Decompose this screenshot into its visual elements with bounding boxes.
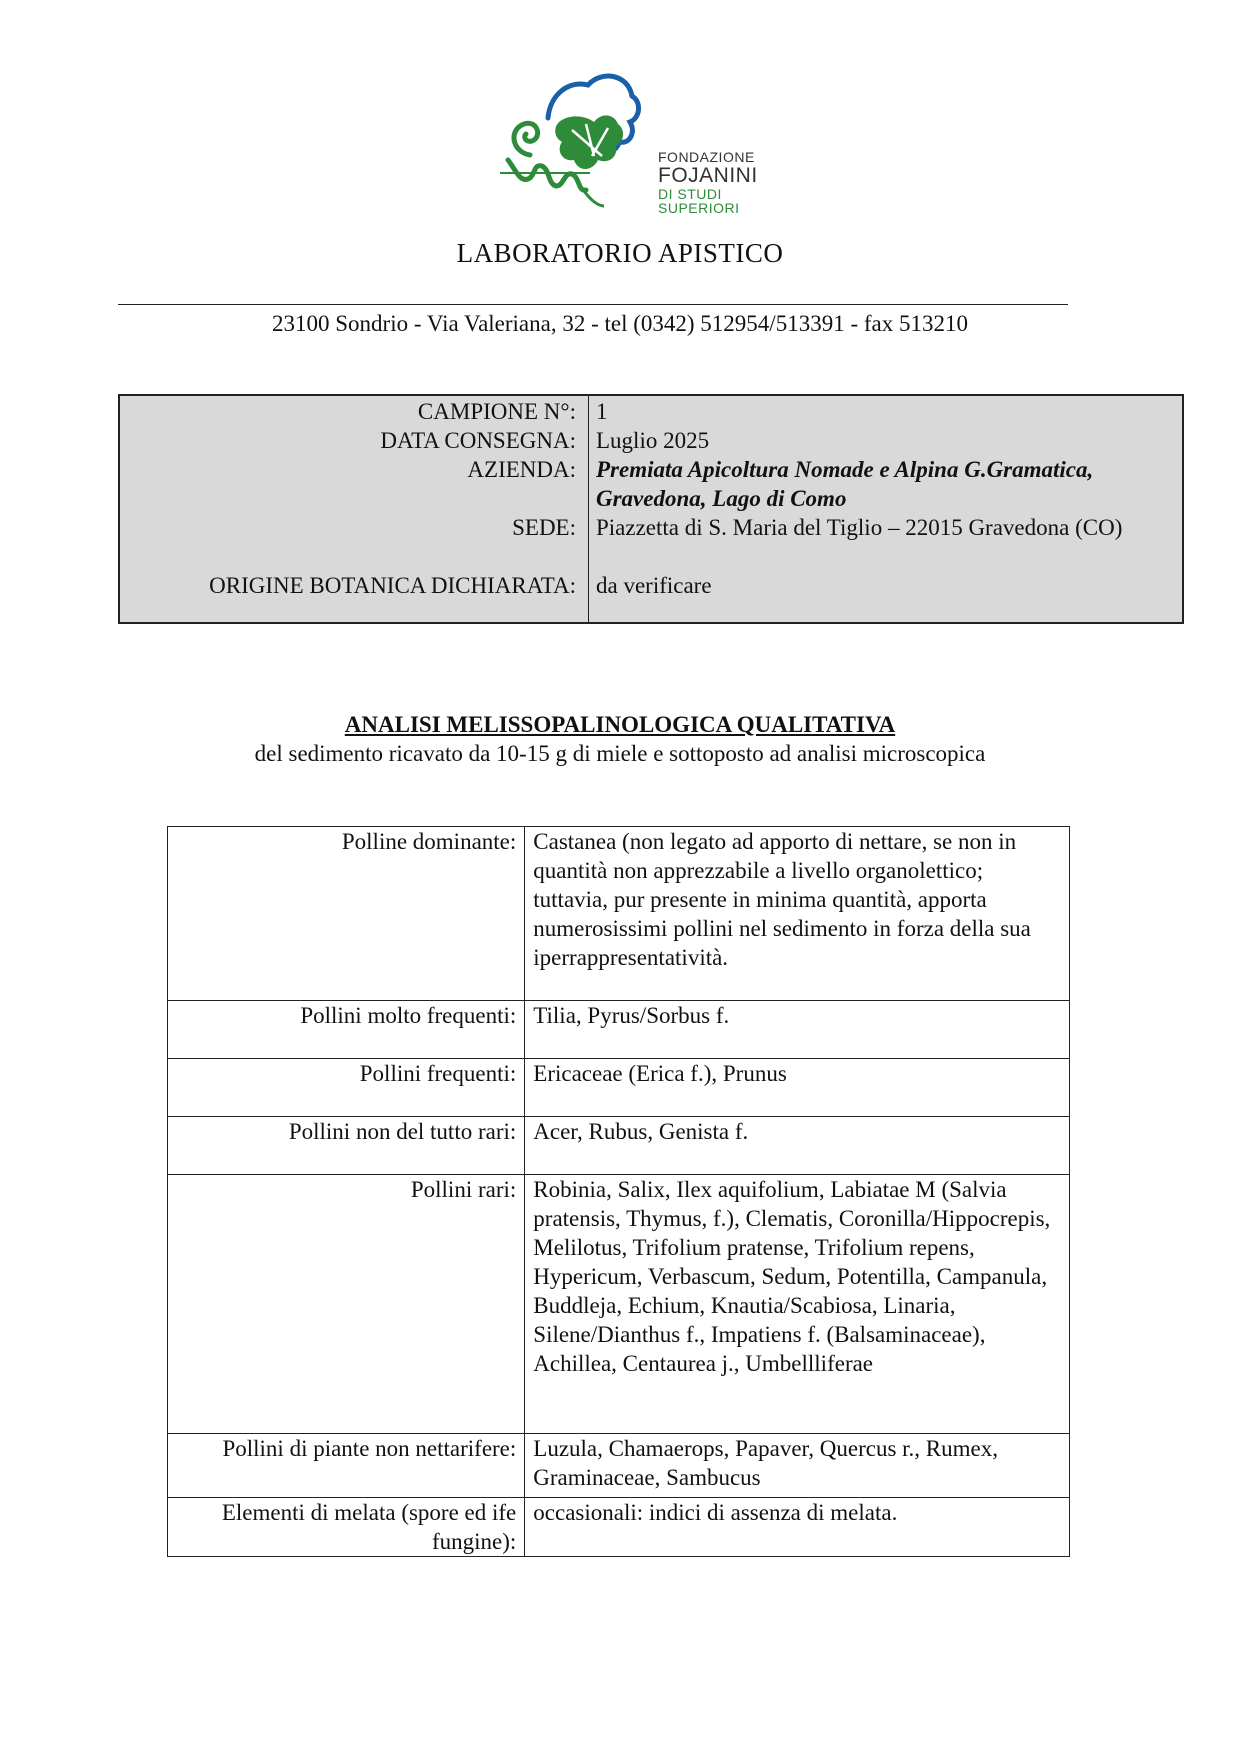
foundation-logo bbox=[490, 60, 758, 230]
row-value: Luzula, Chamaerops, Papaver, Quercus r., Rumex, Graminaceae, Sambucus bbox=[525, 1434, 1070, 1498]
sede-value: Piazzetta di S. Maria del Tiglio – 22015 Gravedona (CO) bbox=[596, 515, 1123, 540]
row-label: Elementi di melata (spore ed ife fungine): bbox=[168, 1498, 525, 1557]
analysis-subtitle: del sedimento ricavato da 10-15 g di miele e sottoposto ad analisi microscopica bbox=[254, 741, 986, 766]
table-row bbox=[168, 1498, 1070, 1557]
row-label: Pollini non del tutto rari: bbox=[168, 1117, 525, 1175]
analysis-title-text: ANALISI MELISSOPALINOLOGICA QUALITATIVA bbox=[344, 712, 896, 737]
data-consegna-label: DATA CONSEGNA: bbox=[380, 428, 576, 453]
lab-address: 23100 Sondrio - Via Valeriana, 32 - tel (0342) 512954/513391 - fax 513210 bbox=[272, 311, 968, 336]
row-label: Pollini rari: bbox=[168, 1175, 525, 1434]
table-row bbox=[168, 1059, 1070, 1117]
row-value: Castanea (non legato ad apporto di nettare, se non in quantità non apprezzabile a livello organolettico; tuttavia, pur presente in minima quantità, apporta numerosissimi pollini nel sedimento in forza della sua iperrappresentatività. bbox=[525, 827, 1070, 1001]
azienda-value: Premiata Apicoltura Nomade e Alpina G.Gramatica, Gravedona, Lago di Como bbox=[596, 457, 1094, 511]
pollen-table bbox=[167, 826, 1070, 1557]
row-value: Tilia, Pyrus/Sorbus f. bbox=[525, 1001, 1070, 1059]
table-row bbox=[168, 1001, 1070, 1059]
data-consegna-value: Luglio 2025 bbox=[596, 428, 710, 453]
table-row bbox=[168, 1117, 1070, 1175]
row-value: occasionali: indici di assenza di melata. bbox=[525, 1498, 1070, 1557]
table-row bbox=[168, 827, 1070, 1001]
row-label: Pollini frequenti: bbox=[168, 1059, 525, 1117]
table-row bbox=[168, 1175, 1070, 1434]
row-label: Pollini di piante non nettarifere: bbox=[168, 1434, 525, 1498]
logo-line-4: SUPERIORI bbox=[658, 200, 740, 217]
azienda-label: AZIENDA: bbox=[467, 457, 576, 482]
row-label: Polline dominante: bbox=[168, 827, 525, 1001]
logo-line-3: DI STUDI bbox=[658, 185, 722, 202]
campione-value: 1 bbox=[596, 399, 608, 424]
row-value: Robinia, Salix, Ilex aquifolium, Labiatae M (Salvia pratensis, Thymus, f.), Clematis, Coronilla/Hippocrepis, Melilotus, Trifolium pratense, Trifolium repens, Hypericum, Verbascum, Sedum, Potentilla, Campanula, Buddleja, Echium, Knautia/Scabiosa, Linaria, Silene/Dianthus f., Impatiens f. (Balsaminaceae), Achillea, Centaurea j., Umbellliferae bbox=[525, 1175, 1070, 1434]
row-value: Ericaceae (Erica f.), Prunus bbox=[525, 1059, 1070, 1117]
campione-label: CAMPIONE N°: bbox=[417, 399, 576, 424]
header-divider bbox=[118, 304, 1068, 305]
row-value: Acer, Rubus, Genista f. bbox=[525, 1117, 1070, 1175]
origine-value: da verificare bbox=[596, 573, 712, 598]
leaf-emblem-icon bbox=[490, 60, 660, 210]
logo-wordmark bbox=[658, 150, 758, 216]
logo-line-2: FOJANINI bbox=[658, 163, 758, 187]
info-column-divider bbox=[588, 396, 589, 622]
table-row bbox=[168, 1434, 1070, 1498]
row-label: Pollini molto frequenti: bbox=[168, 1001, 525, 1059]
lab-title: LABORATORIO APISTICO bbox=[456, 238, 784, 268]
origine-label: ORIGINE BOTANICA DICHIARATA: bbox=[209, 573, 576, 598]
analysis-title bbox=[0, 712, 1240, 738]
logo-line-1: FONDAZIONE bbox=[658, 149, 755, 165]
sample-info-box bbox=[118, 394, 1184, 624]
sede-label: SEDE: bbox=[512, 515, 576, 540]
